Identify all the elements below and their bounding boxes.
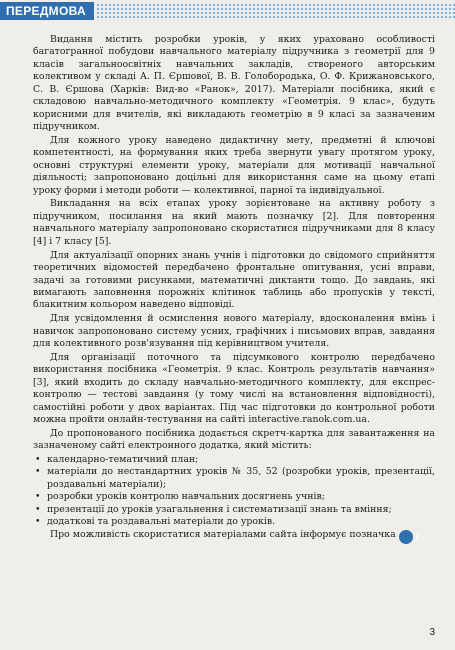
contents-list (33, 454, 435, 529)
paragraph-lesson-structure: Для кожного уроку наведено дидактичну мету, предметні й ключові компетентності, на формування яких треба звернути увагу протягом уроку, основні структурні елементи уроку, матеріали для мотивації навчальної діяльності; запропоновано доцільні для використання саме на цьому етапі уроку форми і методи роботи — колективної, парної та індивідуальної. (33, 134, 435, 196)
list-item: • презентації до уроків узагальнення і систематизації знань та вміння; (35, 503, 392, 515)
info-icon: i (399, 530, 413, 544)
list-item: • додаткові та роздавальні матеріали до уроків. (35, 516, 276, 528)
header-dot-pattern (96, 2, 455, 20)
paragraph-intro: Видання містить розробки уроків, у яких ураховано особливості багатогранної побудови навчального матеріалу підручника з геометрії для 9 класів загальноосвітніх навчальних закладів, створеного авторським колективом у складі А. П. Єршової, В. В. Голобородька, О. Ф. Крижановського, С. В. Єршова (Харків: Вид-во «Ранок», 2017). Матеріали посібника, який є складовою навчально-методичного комплекту «Геометрія. 9 клас», будуть корисними для вчителів, які викладають геометрію в 9 класі за зазначеним підручником. (33, 34, 435, 133)
section-title: ПЕРЕДМОВА (0, 2, 94, 20)
paragraph-actualization: Для актуалізації опорних знань учнів і підготовки до свідомого сприйняття теоретичних відомостей передбачено фронтальне опитування, усні вправи, задачі за готовими рисунками, математичні диктанти тощо. До завдань, які вимагають заповнення порожніх клітинок таблиць або пропусків у тексті, блакитним кольором наведено відповіді. (33, 249, 435, 311)
list-item: • матеріали до нестандартних уроків № 35, 52 (розробки уроків, презентації, роздавальні матеріали); (35, 466, 435, 490)
paragraph-new-material: Для усвідомлення й осмислення нового матеріалу, вдосконалення вмінь і навичок запропоновано систему усних, графічних і письмових вправ, завдання для колективного розв'язування під керівництвом учителя. (33, 313, 435, 350)
list-item: • календарно-тематичний план; (35, 454, 199, 466)
page-number: 3 (429, 627, 435, 638)
paragraph-scratch-card: До пропонованого посібника додається скретч-картка для завантаження на зазначеному сайті електронного додатка, який містить: (33, 427, 435, 452)
paragraph-info-note: Про можливість скористатися матеріалами сайта інформує позначка i (50, 528, 419, 543)
section-header (0, 0, 455, 22)
list-item: • розробки уроків контролю навчальних досягнень учнів; (35, 491, 325, 503)
paragraph-textbook-work: Викладання на всіх етапах уроку зорієнтоване на активну роботу з підручником, посилання на який мають позначку [2]. Для повторення навчального матеріалу запропоновано скористатися підручниками для 8 класу [4] і 7 класу [5]. (33, 198, 435, 247)
paragraph-control: Для організації поточного та підсумкового контролю передбачено використання посібника «Геометрія. 9 клас. Контроль результатів навчання» [3], який входить до складу навчально-методичного комплекту, для експрес-контролю — тестові завдання (у тому числі на встановлення відповідності), самостійні роботи у двох варіантах. Під час підготовки до контрольної роботи можна пройти онлайн-тестування на сайті interactive.ranok.com.ua. (33, 351, 435, 426)
page-body (33, 34, 435, 545)
